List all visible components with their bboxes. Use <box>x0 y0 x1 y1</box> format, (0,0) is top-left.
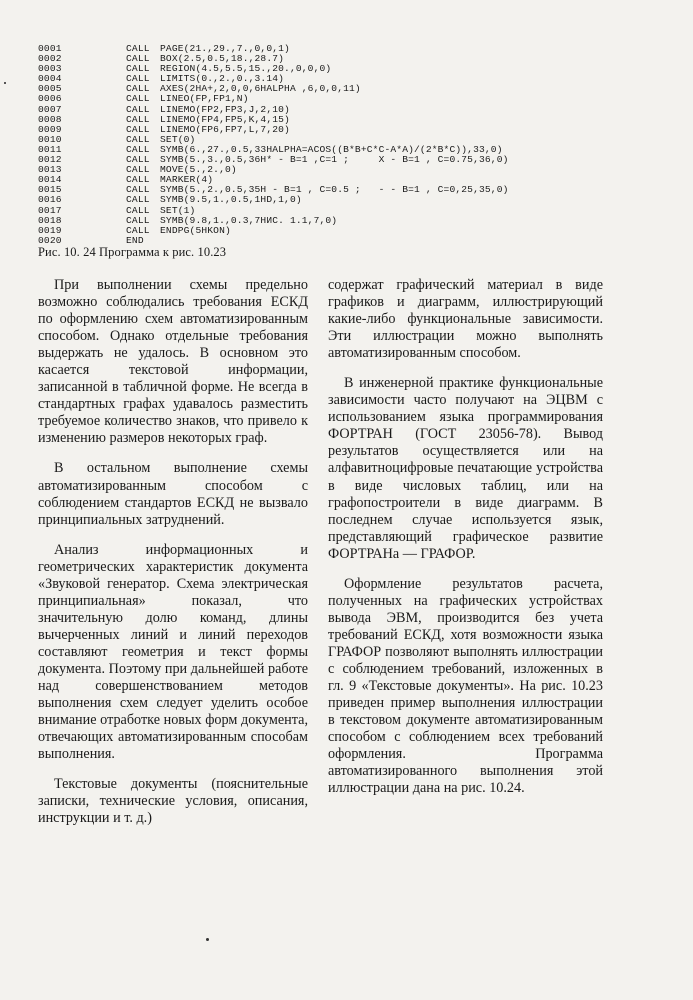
statement: BOX(2.5,0.5,18.,28.7) <box>160 53 285 65</box>
keyword: CALL <box>126 174 150 186</box>
keyword: CALL <box>126 123 150 135</box>
statement: LIMITS(0.,2.,0.,3.14) <box>160 73 285 85</box>
statement: PAGE(21.,29.,7.,0,0,1) <box>160 43 290 54</box>
code-line <box>38 216 509 226</box>
line-number: 0016 <box>38 194 62 206</box>
paragraph: Текстовые документы (пояснительные записки, технические условия, описания, инструкции и т. д.) <box>38 776 308 827</box>
line-number: 0001 <box>38 43 62 54</box>
paragraph: В остальном выполнение схемы автоматизированным способом с соблюдением стандартов ЕСКД не вызвало принципиальных затруднений. <box>38 460 308 528</box>
keyword: CALL <box>126 184 150 196</box>
keyword: CALL <box>126 93 150 105</box>
line-number: 0009 <box>38 123 62 135</box>
statement: LINEMO(FP4,FP5,K,4,15) <box>160 113 290 125</box>
keyword: CALL <box>126 214 150 226</box>
line-number: 0008 <box>38 113 62 125</box>
line-number: 0010 <box>38 133 62 145</box>
statement: SYMB(9.8,1.,0.3,7HИС. 1.1,7,0) <box>160 214 338 226</box>
statement: SYMB(5.,3.,0.5,36H* - B=1 ,C=1 ; X - B=1 , C=0.75,36,0) <box>160 154 509 166</box>
print-speck <box>206 938 209 941</box>
statement: MOVE(5.,2.,0) <box>160 164 237 176</box>
statement: SET(1) <box>160 204 196 216</box>
keyword: CALL <box>126 194 150 206</box>
code-line <box>38 195 509 205</box>
statement: SET(0) <box>160 133 196 145</box>
line-number: 0004 <box>38 73 62 85</box>
keyword: CALL <box>126 103 150 115</box>
statement: SYMB(5.,2.,0.5,35H - B=1 , C=0.5 ; - - B=1 , C=0,25,35,0) <box>160 184 509 196</box>
code-line <box>38 165 509 175</box>
code-line <box>38 226 509 236</box>
print-speck <box>4 82 6 84</box>
line-number: 0002 <box>38 53 62 65</box>
line-number: 0015 <box>38 184 62 196</box>
program-listing <box>38 44 509 246</box>
statement: LINEO(FP,FP1,N) <box>160 93 249 105</box>
keyword: CALL <box>126 204 150 216</box>
line-number: 0003 <box>38 63 62 75</box>
keyword: CALL <box>126 53 150 65</box>
keyword: CALL <box>126 63 150 75</box>
code-line <box>38 155 509 165</box>
line-number: 0011 <box>38 143 62 155</box>
code-line <box>38 125 509 135</box>
keyword: CALL <box>126 83 150 95</box>
code-line <box>38 84 509 94</box>
paragraph: Анализ информационных и геометрических характеристик документа «Звуковой генератор. Схема электрическая принципиальная» показал, что значительную долю команд, длины вычерченных линий и линий переходов составляют геометрия и текст формы документа. Поэтому при дальнейшей работе над совершенствованием методов выполнения схем следует уделить особое внимание отработке новых форм документа, отвечающих автоматизированным способам выполнения. <box>38 541 308 763</box>
statement: ENDPG(5HKON) <box>160 224 231 236</box>
keyword: END <box>126 234 144 246</box>
statement: MARKER(4) <box>160 174 214 186</box>
line-number: 0020 <box>38 234 62 246</box>
left-column <box>38 277 308 827</box>
line-number: 0019 <box>38 224 62 236</box>
keyword: CALL <box>126 143 150 155</box>
line-number: 0013 <box>38 164 62 176</box>
paragraph: Оформление результатов расчета, полученных на графических устройствах вывода ЭВМ, производится без учета требований ЕСКД, хотя возможности языка ГРАФОР позволяют выполнять иллюстрации с соблюдением требований, изложенных в гл. 9 «Текстовые документы». На рис. 10.23 приведен пример выполнения иллюстрации в текстовом документе автоматизированным способом с соблюдением всех требований оформления. Программа автоматизированного выполнения этой иллюстрации дана на рис. 10.24. <box>328 575 603 797</box>
statement: LINEMO(FP2,FP3,J,2,10) <box>160 103 290 115</box>
paragraph: При выполнении схемы предельно возможно соблюдались требования ЕСКД по оформлению схем автоматизированным способом. Однако отдельные требования выдержать не удалось. В основном это касается текстовой информации, записанной в табличной форме. Не всегда в стандартных графах удавалось разместить требуемое количество знаков, что привело к изменению размеров некоторых граф. <box>38 277 308 447</box>
line-number: 0007 <box>38 103 62 115</box>
keyword: CALL <box>126 43 150 54</box>
paragraph: В инженерной практике функциональные зависимости часто получают на ЭЦВМ с использованием языка программирования ФОРТРАН (ГОСТ 23056-78). Вывод результатов осуществляется или на алфавитноцифровые печатающие устройства в виде числовых таблиц, или на графопостроители в виде диаграмм. В последнем случае используется язык, представляющий графическое развитие ФОРТРАНа — ГРАФОР. <box>328 375 603 562</box>
keyword: CALL <box>126 73 150 85</box>
statement: REGION(4.5,5.5,15.,20.,0,0,0) <box>160 63 332 75</box>
line-number: 0005 <box>38 83 62 95</box>
line-number: 0018 <box>38 214 62 226</box>
statement: AXES(2HA+,2,0,0,6HALPHA ,6,0,0,11) <box>160 83 361 95</box>
line-number: 0017 <box>38 204 62 216</box>
statement: LINEMO(FP6,FP7,L,7,20) <box>160 123 290 135</box>
keyword: CALL <box>126 113 150 125</box>
keyword: CALL <box>126 164 150 176</box>
line-number: 0014 <box>38 174 62 186</box>
paragraph: содержат графический материал в виде графиков и диаграмм, иллюстрирующий какие-либо функциональные зависимости. Эти иллюстрации можно выполнять автоматизированным способом. <box>328 277 603 362</box>
right-column <box>328 277 603 797</box>
statement: SYMB(6.,27.,0.5,33HALPHA=ACOS((B*B+C*C-A*A)/(2*B*C)),33,0) <box>160 143 503 155</box>
keyword: CALL <box>126 154 150 166</box>
statement: SYMB(9.5,1.,0.5,1HD,1,0) <box>160 194 302 206</box>
keyword: CALL <box>126 133 150 145</box>
keyword: CALL <box>126 224 150 236</box>
line-number: 0006 <box>38 93 62 105</box>
line-number: 0012 <box>38 154 62 166</box>
figure-caption: Рис. 10. 24 Программа к рис. 10.23 <box>38 245 227 259</box>
